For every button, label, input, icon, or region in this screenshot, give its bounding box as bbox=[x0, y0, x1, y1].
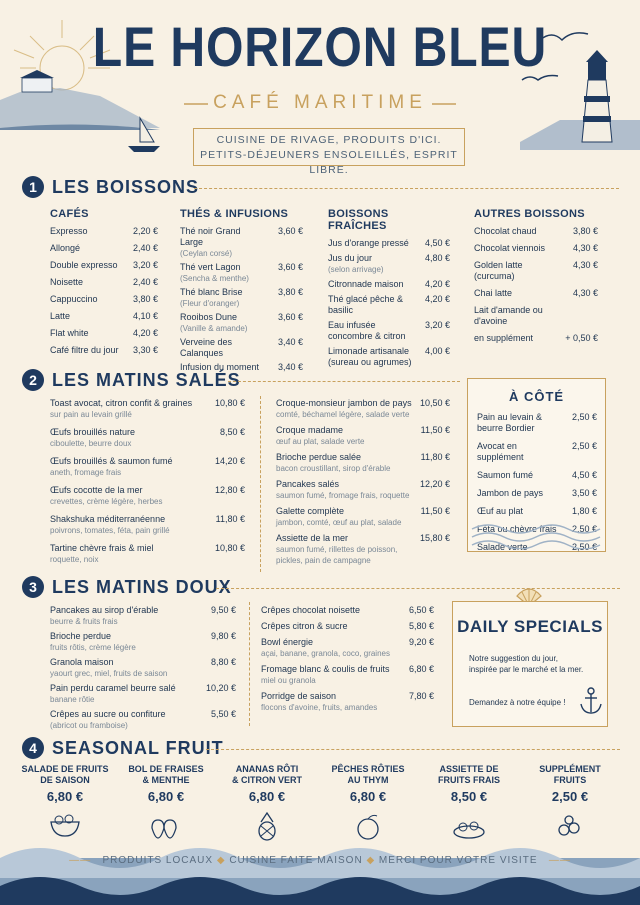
item-description: poivrons, tomates, féta, pain grillé bbox=[50, 526, 170, 535]
item-name: Thé noir Grand Large bbox=[180, 226, 241, 247]
footer-waves bbox=[0, 828, 640, 905]
section-title: LES BOISSONS bbox=[52, 177, 200, 197]
item-price: 7,80 € bbox=[408, 691, 434, 701]
menu-item bbox=[261, 664, 434, 686]
item-name: Infusion du moment bbox=[180, 362, 260, 372]
autres-column bbox=[474, 208, 598, 350]
menu-item bbox=[276, 506, 450, 528]
item-name: Jus d'orange pressé bbox=[328, 238, 409, 248]
item-price: 4,80 € bbox=[424, 253, 450, 263]
tagline-box bbox=[193, 128, 465, 176]
item-price: 3,20 € bbox=[424, 320, 450, 330]
item-name: Brioche perdue bbox=[50, 631, 112, 641]
menu-item bbox=[261, 637, 434, 659]
item-price: 9,50 € bbox=[210, 605, 236, 615]
restaurant-subtitle: CAFÉ MARITIME bbox=[213, 92, 427, 113]
item-name: Féta ou chèvre frais bbox=[477, 524, 557, 534]
item-price: 6,50 € bbox=[408, 605, 434, 615]
item-price: 9,20 € bbox=[408, 637, 434, 647]
cafes-column bbox=[50, 208, 158, 362]
item-price: 10,80 € bbox=[214, 398, 245, 408]
item-price: 8,50 € bbox=[219, 427, 245, 437]
item-price: 15,80 € bbox=[419, 533, 450, 543]
seasonal-price: 6,80 € bbox=[147, 789, 185, 804]
item-name: Expresso bbox=[50, 226, 88, 236]
item-price: + 0,50 € bbox=[565, 333, 598, 343]
item-name: Thé blanc Brise bbox=[180, 287, 243, 297]
seasonal-name-line-2: & CITRON VERT bbox=[231, 775, 302, 785]
seasonal-price: 6,80 € bbox=[349, 789, 387, 804]
item-description: ciboulette, beurre doux bbox=[50, 439, 132, 448]
item-description: crevettes, crème légère, herbes bbox=[50, 497, 163, 506]
item-price: 3,80 € bbox=[572, 226, 598, 236]
section-number: 2 bbox=[22, 369, 44, 391]
item-description: (selon arrivage) bbox=[328, 265, 384, 274]
menu-item bbox=[474, 333, 598, 344]
divider bbox=[206, 749, 620, 750]
item-name: Porridge de saison bbox=[261, 691, 337, 701]
item-price: 4,50 € bbox=[571, 470, 597, 480]
item-description: aneth, fromage frais bbox=[50, 468, 122, 477]
item-price: 4,20 € bbox=[132, 328, 158, 338]
item-price: 5,80 € bbox=[408, 621, 434, 631]
item-price: 11,50 € bbox=[420, 506, 450, 516]
item-price: 10,20 € bbox=[205, 683, 236, 693]
item-name: Œufs cocotte de la mer bbox=[50, 485, 143, 495]
restaurant-title: LE HORIZON BLEU bbox=[92, 15, 548, 78]
seasonal-name-line-1: ANANAS RÔTI bbox=[235, 764, 299, 774]
menu-item bbox=[50, 631, 236, 653]
item-name: Rooibos Dune bbox=[180, 312, 238, 322]
doux-right-column bbox=[261, 605, 434, 718]
item-name: Saumon fumé bbox=[477, 470, 534, 480]
seasonal-name-line-2: FRUITS bbox=[553, 775, 587, 785]
item-name: Jambon de pays bbox=[477, 488, 544, 498]
item-description: flocons d'avoine, fruits, amandes bbox=[261, 703, 378, 712]
daily-specials-title: DAILY SPECIALS bbox=[457, 617, 603, 636]
menu-item bbox=[477, 470, 597, 481]
menu-item bbox=[276, 533, 450, 566]
item-name: Pain au levain & beurre Bordier bbox=[477, 412, 543, 433]
menu-item bbox=[477, 488, 597, 499]
item-name: Bowl énergie bbox=[261, 637, 314, 647]
item-name: Fromage blanc & coulis de fruits bbox=[261, 664, 390, 674]
item-price: 5,50 € bbox=[210, 709, 236, 719]
doux-left-column bbox=[50, 605, 236, 735]
seasonal-name-line-1: PÊCHES RÔTIES bbox=[331, 764, 405, 774]
item-name: Pain perdu caramel beurre salé bbox=[50, 683, 176, 693]
menu-item bbox=[328, 294, 450, 316]
item-price: 4,20 € bbox=[424, 294, 450, 304]
item-price: 4,50 € bbox=[424, 238, 450, 248]
tagline-line-1: CUISINE DE RIVAGE, PRODUITS D'ICI. bbox=[216, 134, 442, 146]
item-name: en supplément bbox=[474, 333, 534, 343]
menu-item bbox=[276, 452, 450, 474]
item-name: Assiette de la mer bbox=[276, 533, 349, 543]
item-name: Limonade artisanale (sureau ou agrumes) bbox=[328, 346, 412, 367]
item-price: 4,30 € bbox=[572, 260, 598, 270]
item-price: 8,80 € bbox=[210, 657, 236, 667]
item-name: Œufs brouillés & saumon fumé bbox=[50, 456, 173, 466]
menu-item bbox=[474, 305, 598, 327]
item-description: beurre & fruits frais bbox=[50, 617, 118, 626]
item-price: 14,20 € bbox=[214, 456, 245, 466]
menu-item bbox=[276, 479, 450, 501]
tagline-line-2: PETITS-DÉJEUNERS ENSOLEILLÉS, ESPRIT LIBRE. bbox=[200, 149, 458, 176]
item-description: saumon fumé, rillettes de poisson, pickles, pain de campagne bbox=[276, 545, 398, 565]
anchor-icon bbox=[577, 686, 605, 716]
menu-item bbox=[276, 425, 450, 447]
footer-thanks: MERCI POUR VOTRE VISITE bbox=[378, 855, 538, 866]
item-price: 3,60 € bbox=[277, 226, 303, 236]
item-name: Œufs brouillés nature bbox=[50, 427, 136, 437]
item-description: (Sencha & menthe) bbox=[180, 274, 249, 283]
item-price: 12,80 € bbox=[214, 485, 245, 495]
divider bbox=[216, 588, 620, 589]
item-name: Citronnade maison bbox=[328, 279, 404, 289]
item-price: 4,20 € bbox=[424, 279, 450, 289]
item-price: 3,40 € bbox=[277, 362, 303, 372]
divider bbox=[260, 396, 261, 572]
item-name: Croque madame bbox=[276, 425, 344, 435]
a-cote-box bbox=[467, 378, 606, 552]
menu-item bbox=[50, 657, 236, 679]
item-name: Galette complète bbox=[276, 506, 345, 516]
menu-item bbox=[261, 605, 434, 616]
menu-item bbox=[50, 456, 245, 478]
column-heading: AUTRES BOISSONS bbox=[474, 208, 585, 220]
column-heading: CAFÉS bbox=[50, 208, 89, 220]
divider bbox=[228, 381, 460, 382]
item-price: 2,50 € bbox=[571, 542, 597, 552]
menu-item bbox=[50, 485, 245, 507]
item-price: 9,80 € bbox=[210, 631, 236, 641]
divider bbox=[249, 602, 250, 726]
footer-local: PRODUITS LOCAUX bbox=[102, 855, 214, 866]
menu-item bbox=[477, 412, 597, 434]
item-name: Brioche perdue salée bbox=[276, 452, 362, 462]
item-name: Œuf au plat bbox=[477, 506, 524, 516]
daily-text-2: inspirée par le marché et la mer. bbox=[469, 665, 584, 674]
menu-item bbox=[261, 691, 434, 713]
menu-item bbox=[50, 328, 158, 339]
item-price: 3,20 € bbox=[132, 260, 158, 270]
item-name: Allongé bbox=[50, 243, 81, 253]
a-cote-title: À CÔTÉ bbox=[508, 389, 565, 404]
footer-homemade: CUISINE FAITE MAISON bbox=[229, 855, 363, 866]
item-name: Jus du jour bbox=[328, 253, 373, 263]
item-description: comté, béchamel légère, salade verte bbox=[276, 410, 410, 419]
item-name: Salade verte bbox=[477, 542, 528, 552]
menu-item bbox=[50, 345, 158, 356]
section-number: 1 bbox=[22, 176, 44, 198]
menu-item bbox=[50, 427, 245, 449]
item-description: fruits rôtis, crème légère bbox=[50, 643, 136, 652]
item-description: (Fleur d'oranger) bbox=[180, 299, 240, 308]
item-description: açai, banane, granola, coco, graines bbox=[261, 649, 390, 658]
section-title: LES MATINS SALÉS bbox=[52, 370, 241, 390]
item-price: 10,50 € bbox=[419, 398, 450, 408]
seasonal-price: 6,80 € bbox=[46, 789, 84, 804]
seasonal-price: 8,50 € bbox=[450, 789, 488, 804]
sales-left-column bbox=[50, 398, 245, 572]
menu-item bbox=[50, 226, 158, 237]
item-price: 2,50 € bbox=[571, 441, 597, 451]
item-name: Chocolat chaud bbox=[474, 226, 537, 236]
menu-item bbox=[477, 441, 597, 463]
item-name: Eau infusée concombre & citron bbox=[328, 320, 406, 341]
item-description: (Vanille & amande) bbox=[180, 324, 248, 333]
menu-item bbox=[50, 514, 245, 536]
item-description: (abricot ou framboise) bbox=[50, 721, 128, 730]
menu-item bbox=[261, 621, 434, 632]
item-price: 2,40 € bbox=[132, 243, 158, 253]
item-price: 3,80 € bbox=[132, 294, 158, 304]
item-price: 11,80 € bbox=[420, 452, 450, 462]
menu-item bbox=[180, 337, 303, 359]
seasonal-price: 6,80 € bbox=[248, 789, 286, 804]
item-price: 12,20 € bbox=[419, 479, 450, 489]
menu-item bbox=[328, 346, 450, 368]
sales-right-column bbox=[276, 398, 450, 571]
menu-item bbox=[328, 238, 450, 249]
seasonal-name-line-1: SALADE DE FRUITS bbox=[21, 764, 109, 774]
menu-item bbox=[474, 226, 598, 237]
item-price: 4,10 € bbox=[132, 311, 158, 321]
column-heading: BOISSONS FRAÎCHES bbox=[328, 208, 389, 232]
item-name: Croque-monsieur jambon de pays bbox=[276, 398, 412, 408]
item-price: 3,30 € bbox=[132, 345, 158, 355]
item-price: 10,80 € bbox=[214, 543, 245, 553]
menu-item bbox=[328, 279, 450, 290]
item-name: Latte bbox=[50, 311, 71, 321]
item-name: Crêpes au sucre ou confiture bbox=[50, 709, 166, 719]
seasonal-name-line-2: DE SAISON bbox=[40, 775, 90, 785]
item-price: 3,60 € bbox=[277, 262, 303, 272]
item-price: 3,60 € bbox=[277, 312, 303, 322]
item-description: banane rôtie bbox=[50, 695, 95, 704]
item-price: 6,80 € bbox=[408, 664, 434, 674]
item-name: Lait d'amande ou d'avoine bbox=[474, 305, 543, 326]
item-description: jambon, comté, œuf au plat, salade bbox=[276, 518, 402, 527]
menu-item bbox=[50, 277, 158, 288]
item-name: Tartine chèvre frais & miel bbox=[50, 543, 154, 553]
menu-item bbox=[276, 398, 450, 420]
item-description: (Ceylan corsé) bbox=[180, 249, 233, 258]
section-title: LES MATINS DOUX bbox=[52, 577, 232, 597]
item-description: miel ou granola bbox=[261, 676, 316, 685]
menu-item bbox=[180, 226, 303, 259]
item-name: Flat white bbox=[50, 328, 89, 338]
item-name: Cappuccino bbox=[50, 294, 98, 304]
daily-text-1: Notre suggestion du jour, bbox=[469, 654, 558, 663]
menu-item bbox=[180, 262, 303, 284]
item-name: Crêpes citron & sucre bbox=[261, 621, 348, 631]
menu-item bbox=[50, 243, 158, 254]
item-name: Pancakes salés bbox=[276, 479, 340, 489]
item-name: Avocat en supplément bbox=[477, 441, 524, 462]
menu-item bbox=[50, 709, 236, 731]
item-name: Noisette bbox=[50, 277, 84, 287]
menu-item bbox=[50, 605, 236, 627]
seasonal-name-line-2: AU THYM bbox=[347, 775, 389, 785]
item-name: Golden latte (curcuma) bbox=[474, 260, 523, 281]
item-description: roquette, noix bbox=[50, 555, 99, 564]
menu-item bbox=[50, 260, 158, 271]
column-heading: THÉS & INFUSIONS bbox=[180, 208, 289, 220]
thes-column bbox=[180, 208, 303, 376]
item-name: Granola maison bbox=[50, 657, 114, 667]
item-price: 2,40 € bbox=[132, 277, 158, 287]
menu-item bbox=[474, 260, 598, 282]
menu-item bbox=[180, 287, 303, 309]
menu-item bbox=[50, 311, 158, 322]
item-description: œuf au plat, salade verte bbox=[276, 437, 365, 446]
item-price: 11,80 € bbox=[215, 514, 245, 524]
seasonal-name-line-1: BOL DE FRAISES bbox=[128, 764, 204, 774]
item-name: Crêpes chocolat noisette bbox=[261, 605, 361, 615]
item-name: Toast avocat, citron confit & graines bbox=[50, 398, 193, 408]
item-name: Pancakes au sirop d'érable bbox=[50, 605, 159, 615]
item-price: 3,50 € bbox=[571, 488, 597, 498]
item-name: Double expresso bbox=[50, 260, 118, 270]
footer: —— PRODUITS LOCAUX ◆ CUISINE FAITE MAISON ◆ MERCI POUR VOTRE VISITE —— bbox=[69, 855, 571, 866]
item-price: 3,40 € bbox=[277, 337, 303, 347]
section-number: 3 bbox=[22, 576, 44, 598]
menu-item bbox=[477, 506, 597, 517]
item-description: sur pain au levain grillé bbox=[50, 410, 132, 419]
menu-item bbox=[474, 243, 598, 254]
menu-item bbox=[50, 543, 245, 565]
item-price: 4,00 € bbox=[424, 346, 450, 356]
item-name: Café filtre du jour bbox=[50, 345, 119, 355]
daily-specials-box bbox=[452, 601, 608, 727]
item-name: Thé glacé pêche & basilic bbox=[328, 294, 404, 315]
menu-item bbox=[50, 398, 245, 420]
divider bbox=[194, 188, 619, 189]
item-price: 3,80 € bbox=[277, 287, 303, 297]
menu-item bbox=[50, 683, 236, 705]
menu-item bbox=[328, 320, 450, 342]
item-description: yaourt grec, miel, fruits de saison bbox=[50, 669, 168, 678]
waves-icon bbox=[468, 519, 605, 549]
item-name: Chocolat viennois bbox=[474, 243, 546, 253]
item-price: 2,50 € bbox=[571, 524, 597, 534]
item-name: Shakshuka méditerranéenne bbox=[50, 514, 166, 524]
seasonal-name-line-2: & MENTHE bbox=[142, 775, 190, 785]
seasonal-name-line-1: ASSIETTE DE bbox=[439, 764, 499, 774]
item-price: 1,80 € bbox=[571, 506, 597, 516]
fraiches-column bbox=[328, 208, 450, 372]
seasonal-name-line-1: SUPPLÉMENT bbox=[539, 764, 601, 774]
menu-item bbox=[50, 294, 158, 305]
item-price: 11,50 € bbox=[420, 425, 450, 435]
seasonal-name-line-2: FRUITS FRAIS bbox=[438, 775, 500, 785]
item-price: 4,30 € bbox=[572, 243, 598, 253]
item-description: bacon croustillant, sirop d'érable bbox=[276, 464, 391, 473]
item-price: 4,30 € bbox=[572, 288, 598, 298]
item-price: 2,50 € bbox=[571, 412, 597, 422]
item-name: Verveine des Calanques bbox=[180, 337, 233, 358]
section-title: SEASONAL FRUIT bbox=[52, 738, 224, 758]
section-number: 4 bbox=[22, 737, 44, 759]
menu-item bbox=[474, 288, 598, 299]
seasonal-price: 2,50 € bbox=[551, 789, 589, 804]
menu-item bbox=[328, 253, 450, 275]
menu-item bbox=[180, 312, 303, 334]
item-price: 2,20 € bbox=[132, 226, 158, 236]
daily-ask: Demandez à notre équipe ! bbox=[469, 698, 566, 707]
item-name: Chai latte bbox=[474, 288, 513, 298]
item-description: saumon fumé, fromage frais, roquette bbox=[276, 491, 410, 500]
item-name: Thé vert Lagon bbox=[180, 262, 241, 272]
